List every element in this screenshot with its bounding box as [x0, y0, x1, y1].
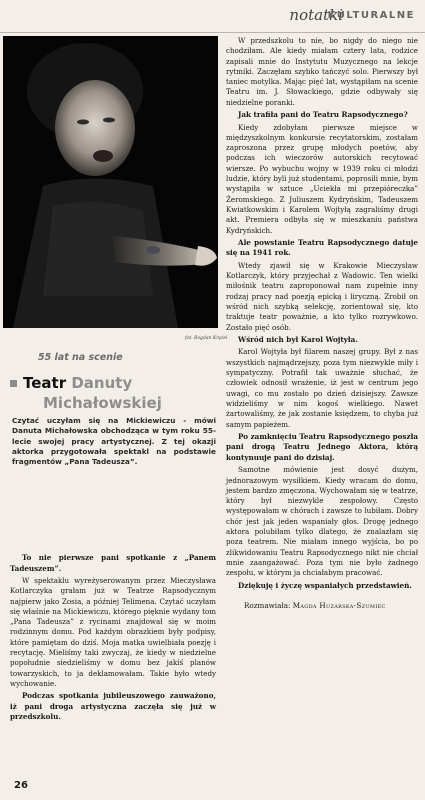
interview-answer: W przedszkolu to nie, bo nigdy do niego nie chodziłam. Ale kiedy miałam cztery lata, rodzice zapisali mnie do Instytutu Muzycznego na lekcje rytmiki. Zaczęłam szybko tańczyć solo. Pierwszy był taniec motylka. Mając pięć lat, wystąpiłam na scenie Teatru im. J. Słowackiego, gdzie odbywały się niedzielne poranki. — [226, 36, 418, 107]
title-part-2: Danuty — [71, 374, 133, 392]
header-rule — [0, 32, 425, 33]
article-lead: Czytać uczyłam się na Mickiewiczu - mówi Danuta Michałowska obchodząca w tym roku 55-lecie swojej pracy artystycznej. Z tej okazji aktorka przygotowała spektakl na podstawie fragmentów „Pana Tadeusza”. — [12, 416, 216, 467]
section-title-caps: KULTURALNE — [327, 10, 415, 21]
interview-question: To nie pierwsze pani spotkanie z „Panem Tadeuszem”. — [10, 553, 216, 573]
interview-answer: Samotne mówienie jest dosyć dużym, jednorazowym wysiłkiem. Kiedy wracam do domu, jestem bardzo zmęczona. Wychowałam się w teatrze, który był niezwykle zespołowy. Często występowałam w chórach i zawsze to lubiłam. Dobry chór jest jak jeden wspaniały głos. Drogę jednego aktora polubiłam tylko dlatego, że znalazłam się poza teatrem. Nie miałam innego wyjścia, bo po zlikwidowaniu Teatru Rapsodycznego nikt nie chciał mnie zaangażować. Poza tym nie było żadnego zespołu, w którym ja chciałabym pracować. — [226, 465, 418, 578]
portrait-image — [3, 36, 218, 328]
interview-question: Po zamknięciu Teatru Rapsodycznego poszła pani drogą Teatru Jednego Aktora, którą kontynuuje pani do dzisiaj. — [226, 431, 418, 462]
interview-question: Ale powstanie Teatru Rapsodycznego datuje się na 1941 rok. — [226, 237, 418, 258]
section-title-script: notatki — [289, 6, 343, 24]
interview-answer: Wtedy zjawił się w Krakowie Mieczysław Kotlarczyk, który przyjechał z Wadowic. Ten wielki miłośnik teatru zaproponował nam zupełnie inny rodzaj pracy nad poezją epicką i liryczną. Zrobił on wśród nich szybką selekcję, zorientował się, kto traktuje teatr poważnie, a kto tylko rozrywkowo. Zostało pięć osób. — [226, 260, 418, 332]
signature-name: Magda Huzarska-Szumiec — [292, 601, 386, 611]
portrait-photo — [3, 36, 218, 328]
signature-label: Rozmawiała: — [244, 601, 291, 611]
left-column-body — [10, 553, 216, 725]
article-title — [10, 374, 216, 412]
interview-question: Wśród nich był Karol Wojtyła. — [238, 334, 358, 344]
interview-answer: Kiedy zdobyłam pierwsze miejsce w międzyszkolnym konkursie recytatorskim, zostałam zaproszona przez grupę młodych poetów, aby podczas ich wieczorów autorskich recytować wiersze. Po wybuchu wojny w 1939 roku ci młodzi ludzie, który byli już studentami, poprosili mnie, bym wystąpiła w sztuce „Uciekła mi przepióreczka” Żeromskiego. Z Juliuszem Kydryńskim, Tadeuszem Kwiatkowskim i Karolem Wojtyłą zagraliśmy drugi akt. Premiera odbyła się w mieszkaniu państwa Kydryńskich. — [226, 122, 418, 235]
interview-answer: Karol Wojtyła był filarem naszej grupy. Był z nas wszystkich najmądrzejszy, poza tym niezwykle miły i sympatyczny. Potrafił tak uważnie słuchać, że człowiek odnosił wrażenie, iż jest w centrum jego uwagi, co mu zostało po dzień dzisiejszy. Zawsze widzieliśmy w nim kogoś wielkiego. Nawet żartowaliśmy, że jak zostanie księdzem, to chyba już samym papieżem. — [226, 347, 418, 429]
author-signature — [226, 601, 418, 611]
interview-question: Dziękuję i życzę wspaniałych przedstawień. — [238, 580, 412, 590]
title-part-3: Michałowskiej — [43, 394, 162, 412]
photo-caption: 55 lat na scenie — [38, 352, 123, 363]
title-part-1: Teatr — [23, 374, 67, 392]
page-number: 26 — [14, 780, 28, 791]
interview-question: Podczas spotkania jubileuszowego zauważono, iż pani droga artystyczna zaczęła się już w przedszkolu. — [10, 691, 216, 722]
interview-question: Jak trafiła pani do Teatru Rapsodycznego? — [238, 110, 408, 120]
photo-credit: fot. Bogdan Krężel — [185, 336, 228, 341]
interview-answer: W spektaklu wyreżyserowanym przez Mieczysława Kotlarczyka grałam już w Teatrze Rapsodycznym najpierw jako Zosia, a później Telimena. Czytać uczyłam się właśnie na Mickiewiczu, którego pięknie wydany tom „Pana Tadeusza” z rycinami znajdował się w moim rodzinnym domu. Pod każdym obrazkiem były podpisy, które pamiętam do dziś. Moja matka uwielbiała poezję i recytację. Mieliśmy taki zwyczaj, że kiedy w niedzielne popołudnie siedzieliśmy w domu bez jakiś planów towarzyskich, to ja deklamowałam. Takie było wtedy wychowanie. — [10, 576, 216, 688]
right-column-body — [226, 36, 418, 611]
title-bullet-icon — [10, 380, 17, 387]
